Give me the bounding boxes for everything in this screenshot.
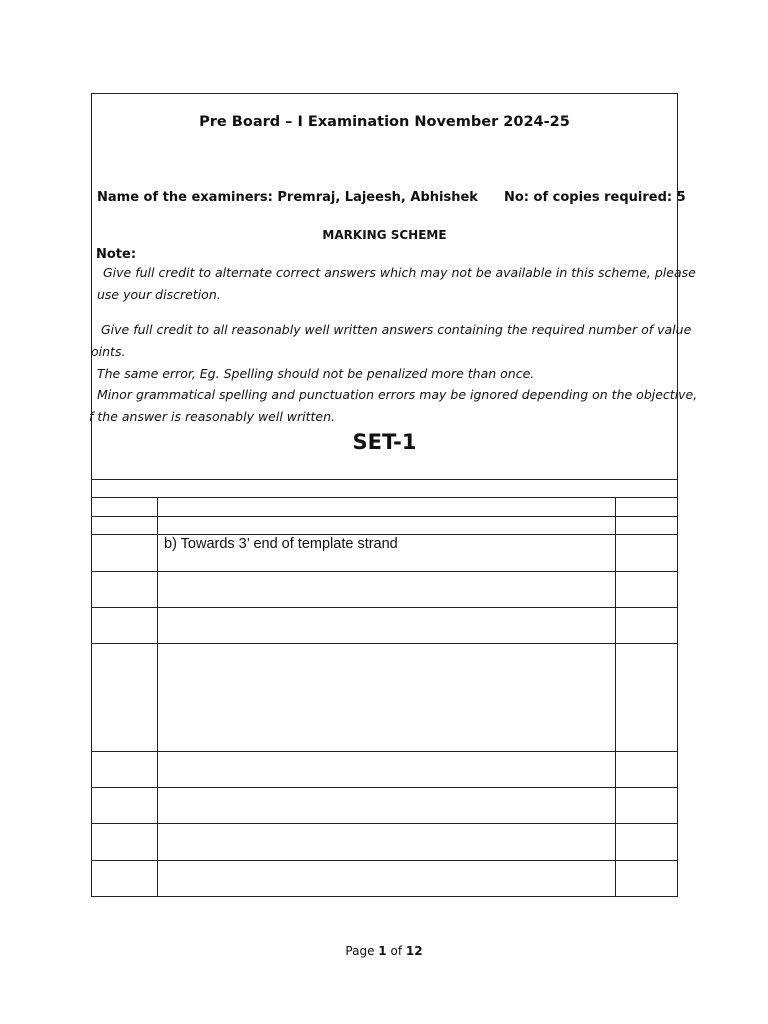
page-prefix: Page [345, 944, 375, 958]
note-line: use your discretion. [97, 287, 221, 302]
table-line [91, 787, 678, 788]
table-column-divider [157, 497, 158, 896]
answer-cell: b) Towards 3’ end of template strand [164, 536, 398, 552]
table-line [91, 534, 678, 535]
exam-title: Pre Board – I Examination November 2024-25 [199, 114, 570, 130]
note-line: Minor grammatical spelling and punctuation errors may be ignored depending on the objective, [97, 387, 698, 402]
table-line [91, 571, 678, 572]
examiners-line: Name of the examiners: Premraj, Lajeesh, Abhishek [97, 190, 478, 205]
copies-required: No: of copies required: 5 [504, 190, 686, 205]
table-line [91, 607, 678, 608]
table-column-divider [615, 497, 616, 896]
note-label: Note: [96, 247, 137, 262]
note-line: The same error, Eg. Spelling should not be penalized more than once. [97, 366, 535, 381]
table-line [91, 516, 678, 517]
marking-scheme-heading: MARKING SCHEME [322, 228, 447, 242]
table-line [91, 479, 678, 480]
document-frame [91, 93, 678, 897]
table-line [91, 643, 678, 644]
page-of: of [390, 944, 403, 958]
note-line: Give full credit to alternate correct answers which may not be available in this scheme, please [103, 265, 696, 280]
table-line [91, 823, 678, 824]
page-footer [0, 944, 768, 958]
note-line: Give full credit to all reasonably well written answers containing the required number of value [101, 322, 692, 337]
set-title: SET-1 [352, 430, 417, 454]
table-line [91, 751, 678, 752]
page-number: 1 [378, 944, 387, 958]
page-total: 12 [405, 944, 423, 958]
table-line [91, 497, 678, 498]
table-line [91, 860, 678, 861]
note-line: oints. [91, 344, 126, 359]
note-line: f the answer is reasonably well written. [89, 409, 336, 424]
